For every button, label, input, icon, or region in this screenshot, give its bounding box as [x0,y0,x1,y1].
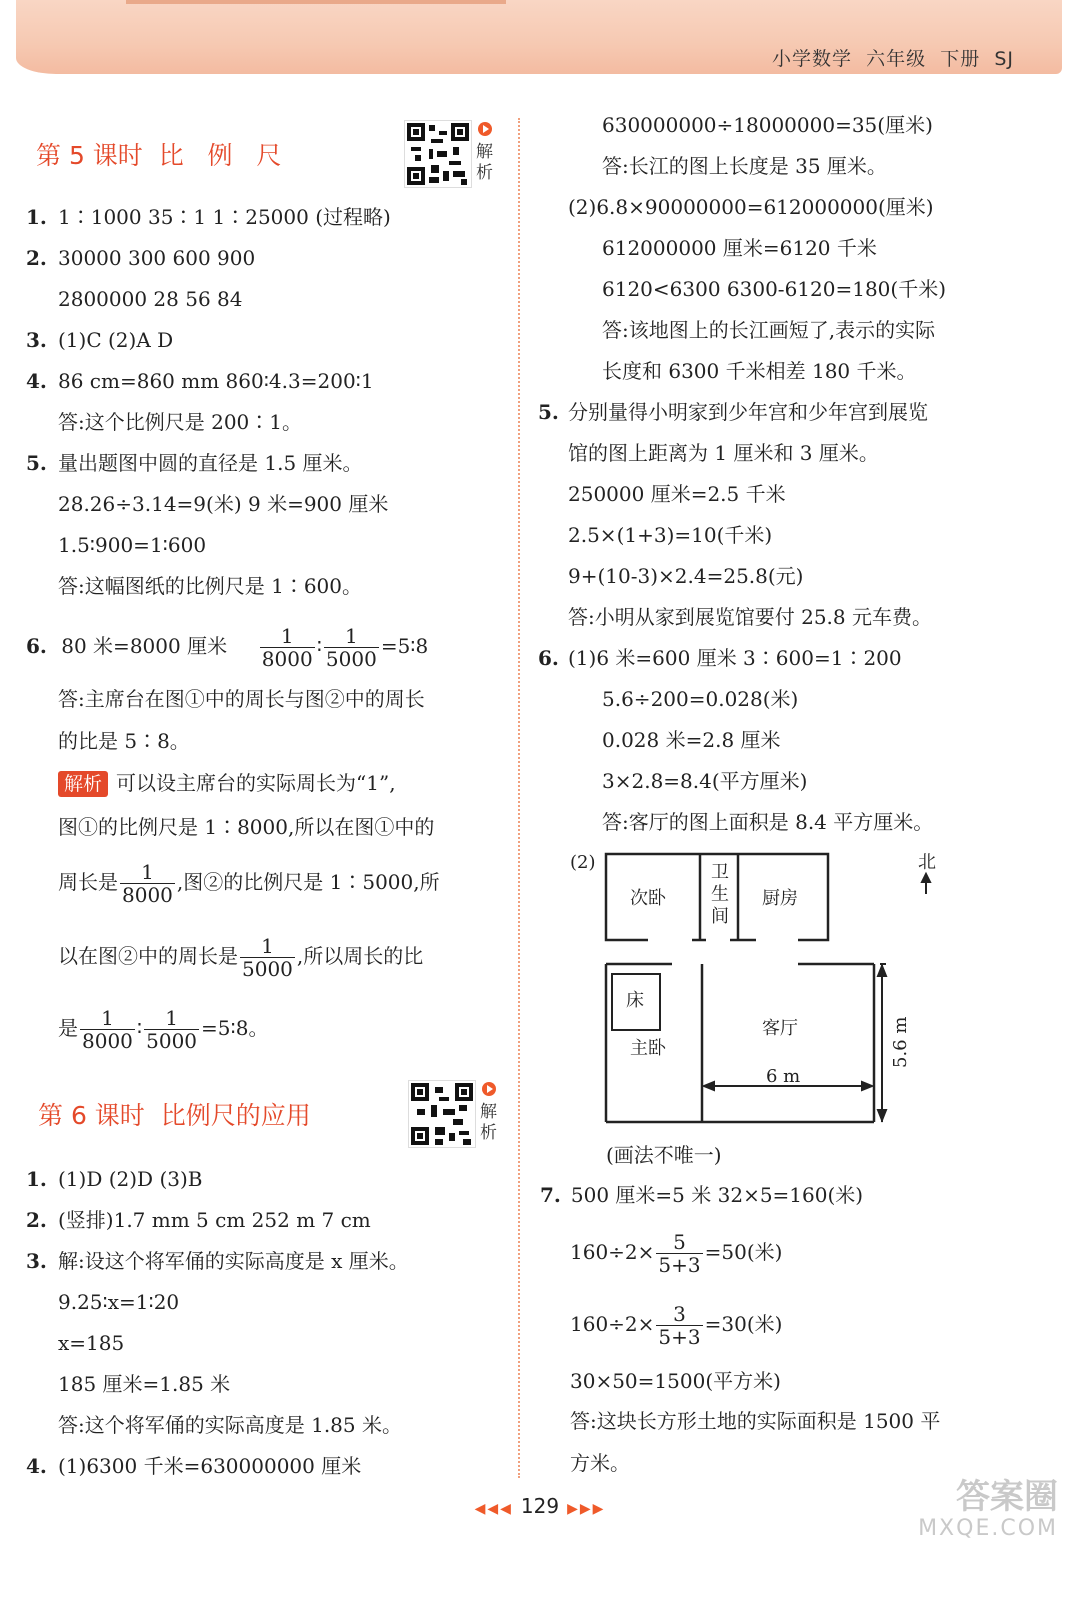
analysis-line-1 [58,770,396,797]
play-icon[interactable] [482,1082,496,1096]
watermark-bottom: MXQE.COM [918,1516,1058,1541]
page-number: 129 [520,1494,560,1518]
analysis-text: =5∶8。 [201,1016,269,1040]
answer-line: (1)C (2)A D [58,328,174,352]
numerator: 1 [80,1007,135,1030]
q7-text: 500 厘米=5 米 32×5=160(米) [570,1183,864,1207]
fraction [240,935,295,980]
fraction [656,1231,702,1276]
question-number: 4. [26,1454,47,1478]
answer-line: 9.25∶x=1∶20 [58,1290,180,1314]
analysis-text: ,所以周长的比 [296,944,424,968]
question-number: 3. [26,328,47,352]
q6-answer-2: 的比是 5∶8。 [58,729,190,753]
room-label-bathroom: 生 [711,884,729,905]
q7-line-5: 答:这块长方形土地的实际面积是 1500 平 [570,1409,941,1433]
answer-line: 3×2.8=8.4(平方厘米) [602,769,808,793]
analysis-text: 可以设主席台的实际周长为“1”, [116,771,396,795]
q7-line-6: 方米。 [570,1451,630,1475]
analysis-text: ,图②的比例尺是 1∶5000,所 [176,870,440,894]
page-header [16,0,1062,74]
q7-line-2 [570,1230,782,1276]
q6-number: 6. [26,634,47,658]
answer-line: 1.5∶900=1∶600 [58,533,207,557]
section-5-title: 第 5 课时 比 例 尺 [36,141,282,170]
q6-text: 80 米=8000 厘米 [61,634,228,658]
page-footer [440,1494,640,1518]
room-label-kitchen: 厨房 [762,888,798,909]
arrow-head [704,1082,714,1090]
q7-line-4: 30×50=1500(平方米) [570,1369,781,1393]
qr-label: 解析 [476,142,493,183]
play-icon[interactable] [478,122,492,136]
question-number: 2. [26,1208,47,1232]
denominator: 5000 [242,957,293,981]
answer-line: 86 cm=860 mm 860∶4.3=200∶1 [58,369,374,393]
analysis-text: 周长是 [58,870,118,894]
plan-note: (画法不唯一) [606,1143,722,1167]
answer-line: 28.26÷3.14=9(米) 9 米=900 厘米 [58,492,389,516]
fraction [144,1007,199,1052]
q7-number: 7. [540,1183,561,1207]
answer-line: 630000000÷18000000=35(厘米) [602,113,933,137]
answer-line: 量出题图中圆的直径是 1.5 厘米。 [58,451,363,475]
answer-line: 长度和 6300 千米相差 180 千米。 [602,359,917,383]
q7-text: =30(米) [704,1312,783,1336]
question-number: 3. [26,1249,47,1273]
q7-line-3 [570,1302,782,1348]
answer-line: 612000000 厘米=6120 千米 [602,236,877,260]
qr-label: 解析 [480,1102,497,1143]
analysis-text: 以在图②中的周长是 [58,944,238,968]
question-number: 5. [538,400,559,424]
qr-code-icon[interactable] [404,120,472,188]
fraction [324,625,379,670]
header-accent-bar [126,0,506,4]
denominator: 5+3 [658,1253,701,1277]
answer-line: 2.5×(1+3)=10(千米) [568,523,773,547]
answer-line: x=185 [58,1331,125,1355]
question-number: 1. [26,205,47,229]
q7-text: 160÷2× [570,1312,655,1336]
room-label-second-bedroom: 次卧 [630,888,666,909]
fraction [260,625,315,670]
analysis-line-2: 图①的比例尺是 1∶8000,所以在图①中的 [58,815,435,839]
answer-line: (1)6 米=600 厘米 3∶600=1∶200 [568,646,902,670]
header-edition: SJ [994,48,1014,70]
answer-line: 解:设这个将军俑的实际高度是 x 厘米。 [58,1249,409,1273]
analysis-line-3 [58,860,440,906]
bed-label: 床 [626,990,644,1011]
answer-line: 5.6÷200=0.028(米) [602,687,799,711]
column-divider [518,118,520,1478]
fraction [656,1303,702,1348]
q6-line: 6. 80 米=8000 厘米 $\frac{1}{8000}$ ∶ $\frac{1}{5000}$ =5∶8 [26,624,429,671]
q6-result: =5∶8 [380,634,429,658]
analysis-line-4 [58,934,423,980]
arrow-head [878,1110,886,1120]
numerator: 1 [260,625,315,648]
answer-line: (竖排)1.7 mm 5 cm 252 m 7 cm [58,1208,371,1232]
answer-line: 分别量得小明家到少年宫和少年宫到展览 [568,400,928,424]
plan-label: (2) [570,852,596,873]
fraction [120,861,175,906]
section-6-title: 第 6 课时 比例尺的应用 [38,1101,311,1130]
answer-line: 答:该地图上的长江画短了,表示的实际 [602,318,936,342]
analysis-text: 是 [58,1016,78,1040]
height-label: 5.6 m [890,1016,911,1068]
answer-line: (2)6.8×90000000=612000000(厘米) [568,195,934,219]
q6-answer-1: 答:主席台在图①中的周长与图②中的周长 [58,687,425,711]
answer-line: (1)6300 千米=630000000 厘米 [58,1454,362,1478]
width-label: 6 m [766,1066,801,1087]
arrow-head [922,874,930,882]
numerator: 1 [120,861,175,884]
q7-text: 160÷2× [570,1240,655,1264]
answer-line: 6120<6300 6300-6120=180(千米) [602,277,947,301]
height-dimension [878,964,886,1122]
answer-line: (1)D (2)D (3)B [58,1167,203,1191]
numerator: 1 [324,625,379,648]
question-number: 1. [26,1167,47,1191]
next-page-arrows[interactable]: ▶▶▶ [567,1501,606,1517]
numerator: 5 [656,1231,702,1254]
answer-line: 1∶1000 35∶1 1∶25000 (过程略) [58,205,391,229]
question-number: 6. [538,646,559,670]
answer-line: 250000 厘米=2.5 千米 [568,482,786,506]
floor-plan-diagram [560,848,960,1138]
denominator: 8000 [261,647,313,671]
denominator: 5+3 [658,1325,701,1349]
answer-line: 9+(10-3)×2.4=25.8(元) [568,564,804,588]
denominator: 8000 [82,1029,133,1053]
room-label-living-room: 客厅 [762,1018,798,1039]
answer-line: 答:客厅的图上面积是 8.4 平方厘米。 [602,810,934,834]
room-label-bathroom: 卫 [711,862,729,883]
answer-line: 2800000 28 56 84 [58,287,243,311]
qr-code-icon[interactable] [408,1080,476,1148]
arrow-head [862,1082,872,1090]
watermark-top: 答案圈 [956,1477,1058,1517]
question-number: 2. [26,246,47,270]
numerator: 3 [656,1303,702,1326]
header-info [772,44,1014,71]
analysis-line-5 [58,1006,268,1052]
answer-line: 馆的图上距离为 1 厘米和 3 厘米。 [568,441,879,465]
answer-line: 答:小明从家到展览馆要付 25.8 元车费。 [568,605,932,629]
numerator: 1 [144,1007,199,1030]
header-subject: 小学数学 [772,48,853,70]
denominator: 8000 [122,883,173,907]
header-volume: 下册 [940,48,981,70]
watermark-logo [918,1478,1058,1542]
answer-line: 答:这幅图纸的比例尺是 1∶600。 [58,574,362,598]
answer-line: 答:长江的图上长度是 35 厘米。 [602,154,887,178]
question-number: 5. [26,451,47,475]
answer-line: 答:这个将军俑的实际高度是 1.85 米。 [58,1413,402,1437]
header-grade: 六年级 [866,48,927,70]
question-number: 4. [26,369,47,393]
ratio-sign: ∶ [136,1016,143,1040]
room-label-master-bedroom: 主卧 [630,1038,666,1059]
answer-line: 30000 300 600 900 [58,246,256,270]
north-arrow-icon [922,874,930,894]
north-label: 北 [918,852,936,873]
fraction [80,1007,135,1052]
q7-line-1 [540,1182,863,1208]
numerator: 1 [240,935,295,958]
prev-page-arrows[interactable]: ◀◀◀ [474,1501,513,1517]
room-label-bathroom: 间 [711,906,729,927]
arrow-head [878,966,886,976]
analysis-badge: 解析 [58,771,108,797]
denominator: 5000 [146,1029,198,1053]
answer-line: 185 厘米=1.85 米 [58,1372,231,1396]
denominator: 5000 [325,647,377,671]
q7-text: =50(米) [704,1240,783,1264]
answer-line: 答:这个比例尺是 200∶1。 [58,410,302,434]
answer-line: 0.028 米=2.8 厘米 [602,728,781,752]
